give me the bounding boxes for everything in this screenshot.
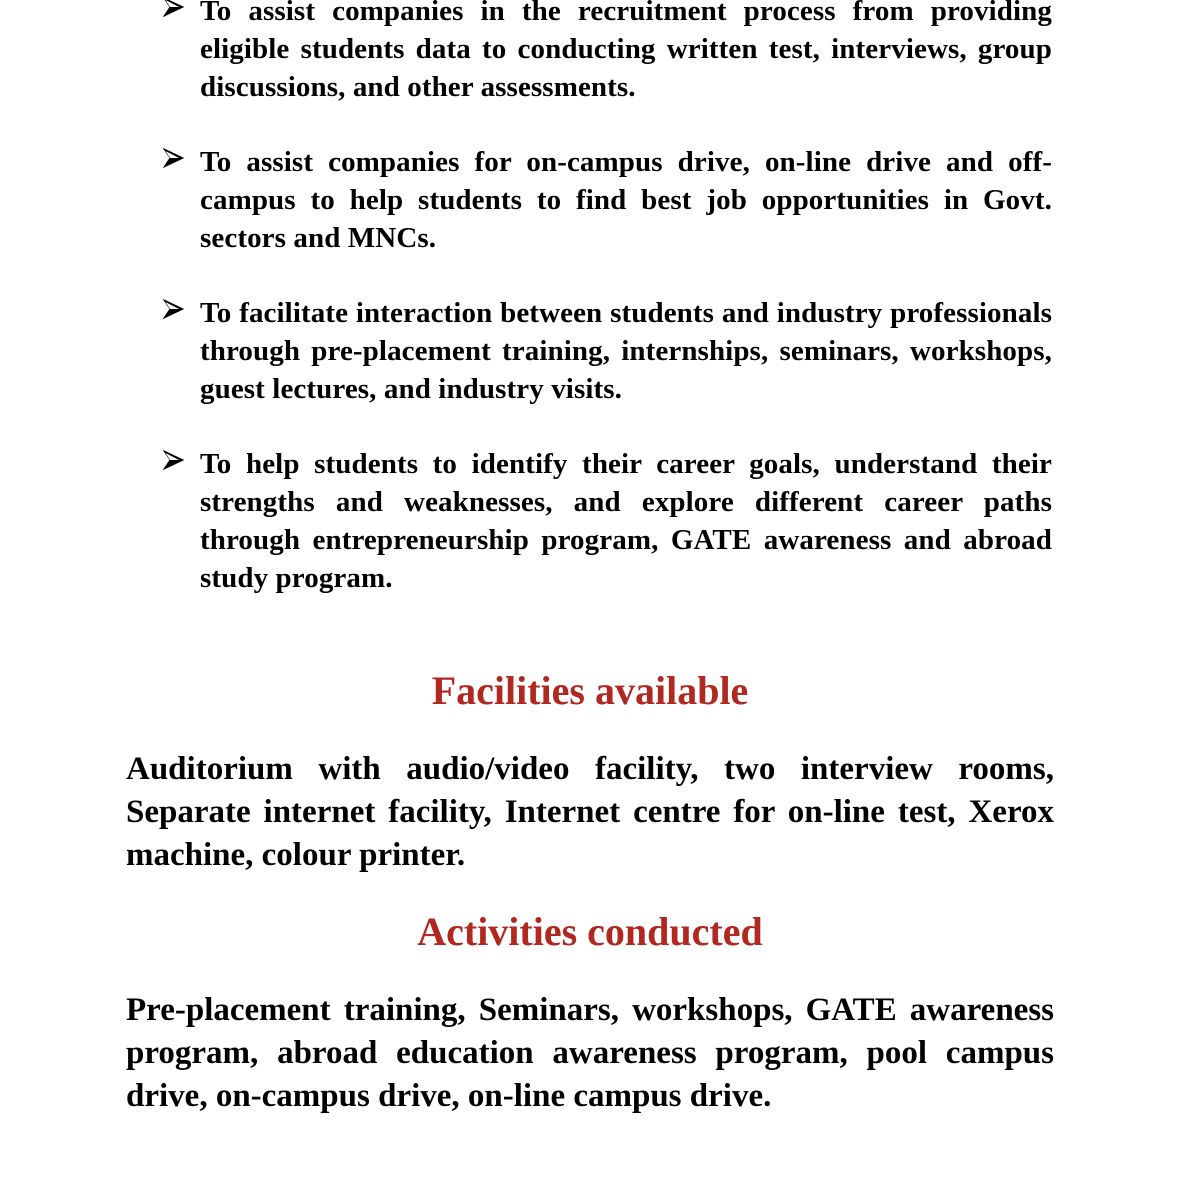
- activities-heading: Activities conducted: [417, 909, 763, 954]
- activities-description: Pre-placement training, Seminars, workshops, GATE awareness program, abroad education awareness program, pool campus drive, on-campus drive, on-line campus drive.: [126, 992, 1054, 1114]
- objective-text: To assist companies for on-campus drive, on-line drive and off-campus to help students to find best job opportunities in Govt. sectors and MNCs.: [200, 146, 1052, 254]
- objective-item: [162, 294, 1052, 408]
- objective-item: [162, 0, 1052, 106]
- facilities-heading: Facilities available: [431, 668, 749, 713]
- objective-item: [162, 445, 1052, 597]
- arrowhead-bullet-icon: [162, 0, 200, 18]
- arrowhead-bullet-icon: [162, 294, 200, 320]
- facilities-description: Auditorium with audio/video facility, two interview rooms, Separate internet facility, Internet centre for on-line test, Xerox machine, colour printer.: [126, 751, 1054, 873]
- objective-text: To facilitate interaction between students and industry professionals through pre-placement training, internships, seminars, workshops, guest lectures, and industry visits.: [200, 297, 1052, 405]
- arrowhead-bullet-icon: [162, 143, 200, 169]
- objective-text: To help students to identify their career goals, understand their strengths and weaknesses, and explore different career paths through entrepreneurship program, GATE awareness and abroad study program.: [200, 448, 1052, 594]
- objective-item: [162, 143, 1052, 257]
- arrowhead-bullet-icon: [162, 445, 200, 471]
- objective-text: To assist companies in the recruitment process from providing eligible students data to conducting written test, interviews, group discussions, and other assessments.: [200, 0, 1052, 103]
